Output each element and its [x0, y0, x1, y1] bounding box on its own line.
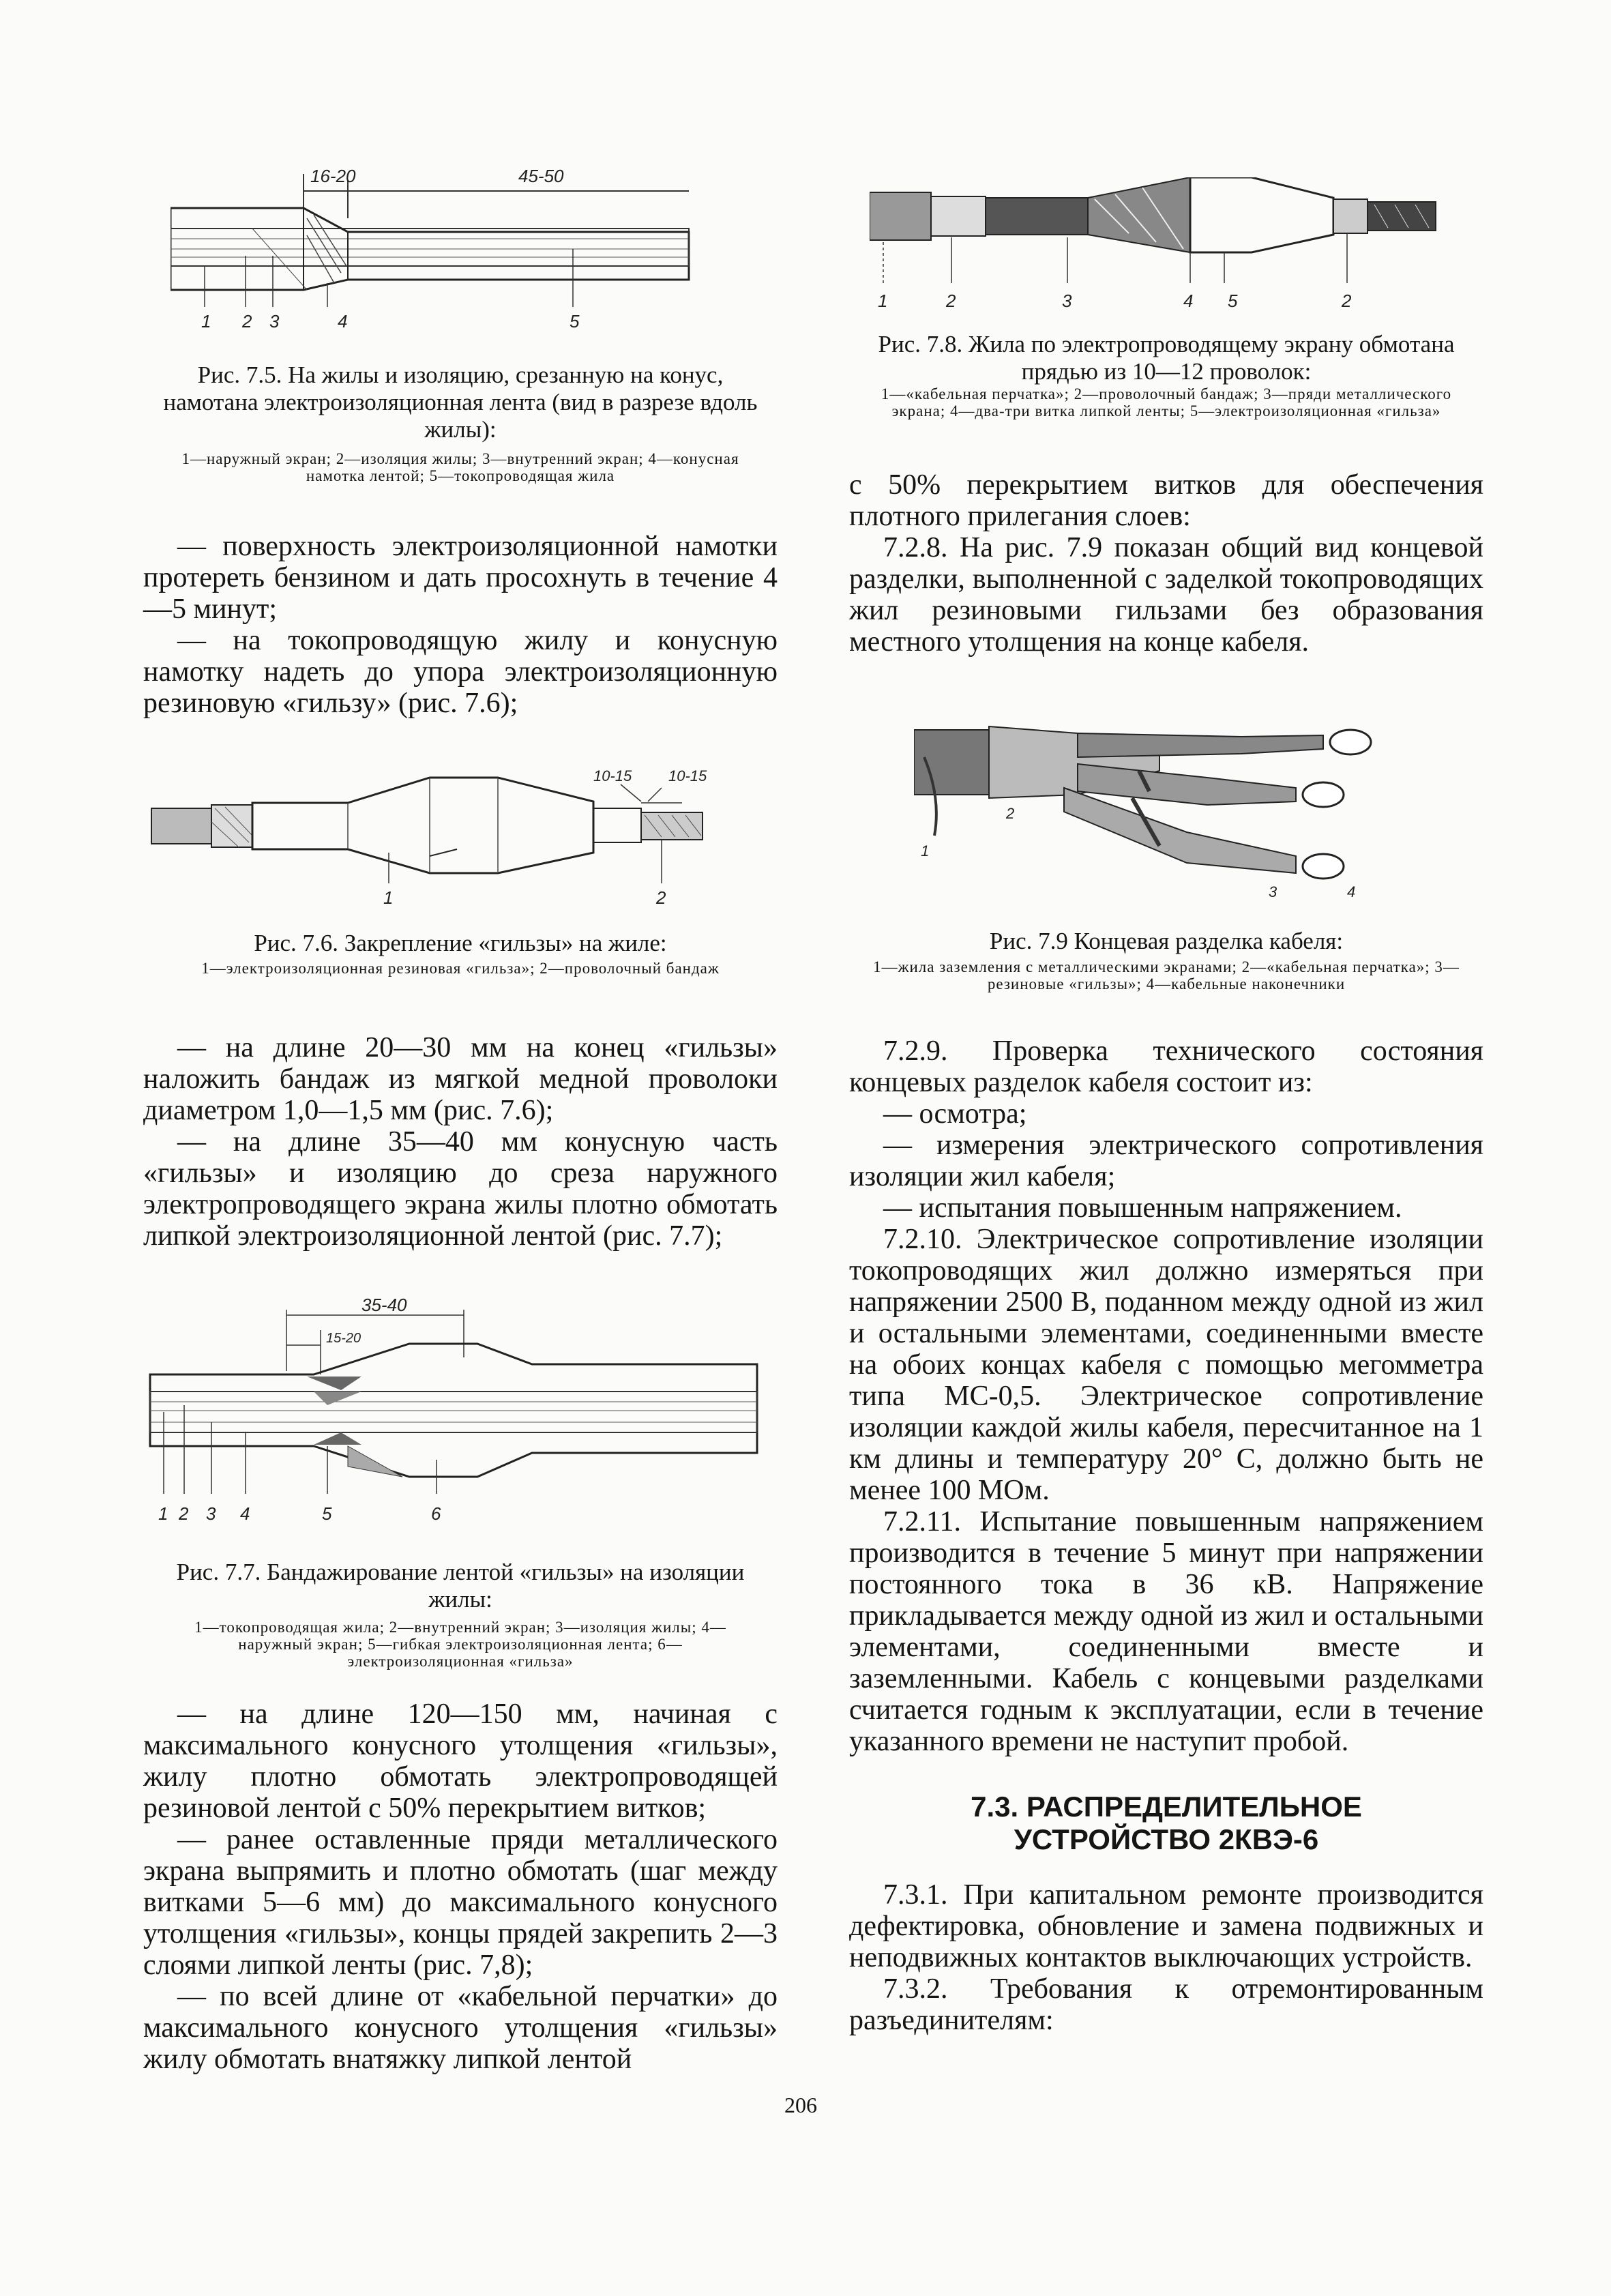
page-number: 206: [784, 2093, 817, 2117]
paragraph: — осмотра;: [883, 1098, 1027, 1130]
figure-7-9: [914, 716, 1432, 914]
figure-7-8-drawing: [870, 177, 1470, 314]
fig-7-6-dim-a: 10-15: [593, 767, 632, 784]
figure-7-5-legend: 1—наружный экран; 2—изоляция жилы; 3—внутренний экран; 4—конусная намотка лентой; 5—токопроводящая жила: [181, 450, 739, 484]
fig-7-5-label-5: 5: [570, 311, 580, 331]
paragraph: — на токопроводящую жилу и конусную намотку надеть до упора электроизоляционную резиновую «гильзу» (рис. 7.6);: [143, 625, 778, 719]
left-text-block-3: [143, 1698, 778, 2075]
figure-7-8-legend: 1—«кабельная перчатка»; 2—проволочный бандаж; 3—пряди металлического экрана; 4—два-три витка липкой ленты; 5—электроизоляционная «гильза»: [881, 385, 1452, 420]
right-text-block-3: [849, 1879, 1483, 2036]
figure-7-7-caption: Рис. 7.7. Бандажирование лентой «гильзы» на изоляции жилы:: [176, 1559, 745, 1613]
fig-7-8-label-3: 3: [1062, 291, 1072, 311]
figure-7-7-drawing: [143, 1289, 771, 1535]
fig-7-5-dim-b: 45-50: [518, 166, 564, 186]
left-text-block-1: [143, 531, 778, 719]
paragraph: — на длине 35—40 мм конусную часть «гильзы» и изоляцию до среза наружного электропроводящего экрана жилы плотно обмотать липкой электроизоляционной лентой (рис. 7.7);: [143, 1126, 778, 1252]
fig-7-7-dim-a: 35-40: [361, 1295, 407, 1315]
figure-7-5: [171, 153, 757, 331]
paragraph: — измерения электрического сопротивления изоляции жил кабеля;: [849, 1130, 1483, 1192]
paragraph: с 50% перекрытием витков для обеспечения плотного прилегания слоев:: [849, 469, 1483, 532]
fig-7-8-label-4: 4: [1183, 291, 1194, 311]
figure-7-7: [143, 1289, 771, 1535]
fig-7-9-label-1: 1: [921, 842, 930, 859]
section-heading-line-2: УСТРОЙСТВО 2КВЭ-6: [1014, 1823, 1319, 1855]
fig-7-5-label-3: 3: [269, 311, 280, 331]
fig-7-5-label-2: 2: [242, 311, 252, 331]
paragraph: — по всей длине от «кабельной перчатки» до максимального конусного утолщения «гильзы» жилу обмотать внатяжку липкой лентой: [143, 1981, 778, 2075]
figure-7-5-caption: Рис. 7.5. На жилы и изоляцию, срезанную на конус, намотана электроизоляционная лента (вид в разрезе вдоль жилы):: [163, 362, 758, 443]
paragraph: — поверхность электроизоляционной намотки протереть бензином и дать просохнуть в течение 4—5 минут;: [143, 531, 778, 625]
fig-7-8-label-1: 1: [878, 291, 888, 311]
paragraph: 7.2.11. Испытание повышенным напряжением производится в течение 5 минут при напряжении постоянного тока в 36 кВ. Напряжение прикладывается между одной из жил и остальными элементами, соединенными вместе и заземленными. Кабель с концевыми разделками считается годным к эксплуатации, если в течение указанного времени не наступит пробой.: [849, 1506, 1483, 1757]
fig-7-7-label-1: 1: [158, 1503, 168, 1524]
paragraph: 7.3.2. Требования к отремонтированным разъединителям:: [849, 1973, 1483, 2036]
paragraph: 7.2.8. На рис. 7.9 показан общий вид концевой разделки, выполненной с заделкой токопроводящих жил резиновыми гильзами без образования местного утолщения на конце кабеля.: [849, 532, 1483, 658]
figure-7-8: [870, 177, 1470, 314]
fig-7-5-dim-a: 16-20: [310, 166, 356, 186]
fig-7-7-label-6: 6: [431, 1503, 441, 1524]
fig-7-8-label-5: 5: [1228, 291, 1238, 311]
fig-7-8-label-6: 2: [1342, 291, 1352, 311]
right-text-block-1: [849, 469, 1483, 658]
fig-7-6-label-1: 1: [383, 887, 394, 908]
figure-7-6-legend: 1—электроизоляционная резиновая «гильза»; 2—проволочный бандаж: [201, 960, 720, 977]
section-heading-line-1: 7.3. РАСПРЕДЕЛИТЕЛЬНОЕ: [971, 1791, 1362, 1823]
paragraph: — ранее оставленные пряди металлического экрана выпрямить и плотно обмотать (шаг между витками 5—6 мм) до максимального конусного утолщения «гильзы», концы прядей закрепить 2—3 слоями липкой ленты (рис. 7,8);: [143, 1824, 778, 1981]
figure-7-5-drawing: [171, 153, 757, 331]
fig-7-5-label-4: 4: [338, 311, 348, 331]
fig-7-7-label-2: 2: [179, 1503, 189, 1524]
figure-7-8-caption: Рис. 7.8. Жила по электропроводящему экрану обмотана прядью из 10—12 проволок:: [878, 331, 1455, 385]
paragraph: 7.2.9. Проверка технического состояния концевых разделок кабеля состоит из:: [849, 1035, 1483, 1098]
fig-7-7-label-5: 5: [322, 1503, 332, 1524]
fig-7-9-label-3: 3: [1269, 883, 1277, 900]
figure-7-9-drawing: [914, 716, 1432, 914]
fig-7-7-dim-b: 15-20: [326, 1331, 361, 1346]
figure-7-7-legend: 1—токопроводящая жила; 2—внутренний экран; 3—изоляция жилы; 4—наружный экран; 5—гибкая электроизоляционная лента; 6—электроизоляционная «гильза»: [194, 1619, 726, 1670]
right-text-block-2: [849, 1035, 1483, 1757]
figure-7-6: [143, 761, 771, 911]
figure-7-9-caption: Рис. 7.9 Концевая разделка кабеля:: [989, 928, 1344, 954]
figure-7-9-legend: 1—жила заземления с металлическими экранами; 2—«кабельная перчатка»; 3—резиновые «гильзы»; 4—кабельные наконечники: [873, 958, 1460, 992]
figure-7-6-drawing: [143, 761, 771, 911]
fig-7-6-label-2: 2: [656, 887, 666, 908]
fig-7-9-label-2: 2: [1006, 805, 1015, 822]
paragraph: — на длине 20—30 мм на конец «гильзы» наложить бандаж из мягкой медной проволоки диаметром 1,0—1,5 мм (рис. 7.6);: [143, 1032, 778, 1126]
fig-7-6-dim-b: 10-15: [668, 767, 707, 784]
paragraph: 7.3.1. При капитальном ремонте производится дефектировка, обновление и замена подвижных и неподвижных контактов выключающих устройств.: [849, 1879, 1483, 1973]
fig-7-8-label-2: 2: [946, 291, 956, 311]
fig-7-9-label-4: 4: [1347, 883, 1356, 900]
paragraph: — на длине 120—150 мм, начиная с максимального конусного утолщения «гильзы», жилу плотно обмотать электропроводящей резиновой лентой с 50% перекрытием витков;: [143, 1698, 778, 1824]
fig-7-7-label-3: 3: [206, 1503, 216, 1524]
paragraph: — испытания повышенным напряжением.: [883, 1192, 1402, 1224]
fig-7-7-label-4: 4: [240, 1503, 250, 1524]
paragraph: 7.2.10. Электрическое сопротивление изоляции токопроводящих жил должно измеряться при напряжении 2500 В, поданном между одной из жил и остальными элементами, соединенными вместе на обоих концах кабеля с помощью мегомметра типа МС-0,5. Электрическое сопротивление изоляции каждой жилы кабеля, пересчитанное на 1 км длины и температуру 20° С, должно быть не менее 100 МОм.: [849, 1224, 1483, 1506]
section-heading: [849, 1791, 1483, 1856]
left-text-block-2: [143, 1032, 778, 1252]
fig-7-5-label-1: 1: [201, 311, 211, 331]
figure-7-6-caption: Рис. 7.6. Закрепление «гильзы» на жиле:: [254, 930, 667, 956]
